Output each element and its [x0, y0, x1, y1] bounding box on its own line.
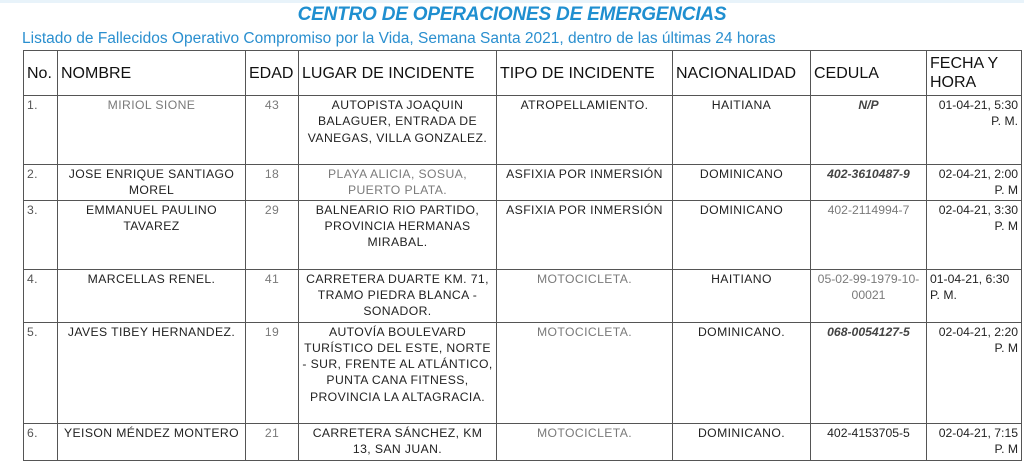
- cell-nacionalidad: DOMINICANO: [673, 165, 811, 201]
- cell-cedula: 068-0054127-5: [811, 322, 927, 423]
- cell-edad: 21: [246, 423, 299, 460]
- column-header-fecha: FECHA Y HORA: [927, 51, 1022, 96]
- cell-edad: 41: [246, 269, 299, 322]
- cell-fecha: 01-04-21, 6:30 P. M.: [927, 269, 1022, 322]
- cell-nacionalidad: DOMINICANO.: [673, 322, 811, 423]
- table-row: [24, 165, 1022, 201]
- cell-cedula: N/P: [811, 96, 927, 165]
- cell-tipo: MOTOCICLETA.: [497, 269, 673, 322]
- table-row: [24, 322, 1022, 423]
- cell-edad: 18: [246, 165, 299, 201]
- cell-tipo: ASFIXIA POR INMERSIÓN: [497, 200, 673, 269]
- cell-nacionalidad: HAITIANO: [673, 269, 811, 322]
- table-header-row: [24, 51, 1022, 96]
- page-title: CENTRO DE OPERACIONES DE EMERGENCIAS: [297, 4, 727, 25]
- cell-nombre: MARCELLAS RENEL.: [58, 269, 246, 322]
- cell-edad: 19: [246, 322, 299, 423]
- cell-no: 5.: [24, 322, 58, 423]
- column-header-edad: EDAD: [246, 51, 299, 96]
- column-header-nacionalidad: NACIONALIDAD: [673, 51, 811, 96]
- cell-lugar: PLAYA ALICIA, SOSUA, PUERTO PLATA.: [299, 165, 497, 201]
- column-header-nombre: NOMBRE: [58, 51, 246, 96]
- cell-cedula: 402-2114994-7: [811, 200, 927, 269]
- cell-fecha: 02-04-21, 2:20 P. M: [927, 322, 1022, 423]
- page-subtitle: Listado de Fallecidos Operativo Compromiso por la Vida, Semana Santa 2021, dentro de las últimas 24 horas: [22, 30, 776, 47]
- cell-edad: 29: [246, 200, 299, 269]
- column-header-tipo: TIPO DE INCIDENTE: [497, 51, 673, 96]
- cell-nombre: JOSE ENRIQUE SANTIAGO MOREL: [58, 165, 246, 201]
- cell-lugar: CARRETERA DUARTE KM. 71, TRAMO PIEDRA BLANCA - SONADOR.: [299, 269, 497, 322]
- cell-tipo: MOTOCICLETA.: [497, 423, 673, 460]
- cell-nombre: MIRIOL SIONE: [58, 96, 246, 165]
- cell-cedula: 05-02-99-1979-10-00021: [811, 269, 927, 322]
- cell-no: 3.: [24, 200, 58, 269]
- cell-nombre: YEISON MÉNDEZ MONTERO: [58, 423, 246, 460]
- table-row: [24, 423, 1022, 460]
- cell-cedula: 402-4153705-5: [811, 423, 927, 460]
- cell-tipo: ASFIXIA POR INMERSIÓN: [497, 165, 673, 201]
- cell-tipo: ATROPELLAMIENTO.: [497, 96, 673, 165]
- table-row: [24, 200, 1022, 269]
- column-header-no: No.: [24, 51, 58, 96]
- cell-no: 2.: [24, 165, 58, 201]
- table-row: [24, 269, 1022, 322]
- column-header-lugar: LUGAR DE INCIDENTE: [299, 51, 497, 96]
- cell-fecha: 02-04-21, 7:15 P. M: [927, 423, 1022, 460]
- fallecidos-table: [23, 50, 1022, 461]
- table-row: [24, 96, 1022, 165]
- cell-fecha: 02-04-21, 3:30 P. M: [927, 200, 1022, 269]
- cell-fecha: 01-04-21, 5:30 P. M.: [927, 96, 1022, 165]
- top-divider: [0, 0, 1024, 3]
- cell-tipo: MOTOCICLETA.: [497, 322, 673, 423]
- cell-edad: 43: [246, 96, 299, 165]
- cell-no: 4.: [24, 269, 58, 322]
- cell-nombre: JAVES TIBEY HERNANDEZ.: [58, 322, 246, 423]
- cell-fecha: 02-04-21, 2:00 P. M: [927, 165, 1022, 201]
- cell-nacionalidad: HAITIANA: [673, 96, 811, 165]
- cell-nacionalidad: DOMINICANO: [673, 200, 811, 269]
- cell-lugar: CARRETERA SÁNCHEZ, KM 13, SAN JUAN.: [299, 423, 497, 460]
- cell-no: 1.: [24, 96, 58, 165]
- cell-nombre: EMMANUEL PAULINO TAVAREZ: [58, 200, 246, 269]
- cell-lugar: AUTOVÍA BOULEVARD TURÍSTICO DEL ESTE, NORTE - SUR, FRENTE AL ATLÁNTICO, PUNTA CANA FITNESS, PROVINCIA LA ALTAGRACIA.: [299, 322, 497, 423]
- cell-lugar: AUTOPISTA JOAQUIN BALAGUER, ENTRADA DE VANEGAS, VILLA GONZALEZ.: [299, 96, 497, 165]
- cell-nacionalidad: DOMINICANO.: [673, 423, 811, 460]
- cell-cedula: 402-3610487-9: [811, 165, 927, 201]
- cell-lugar: BALNEARIO RIO PARTIDO, PROVINCIA HERMANAS MIRABAL.: [299, 200, 497, 269]
- column-header-cedula: CEDULA: [811, 51, 927, 96]
- cell-no: 6.: [24, 423, 58, 460]
